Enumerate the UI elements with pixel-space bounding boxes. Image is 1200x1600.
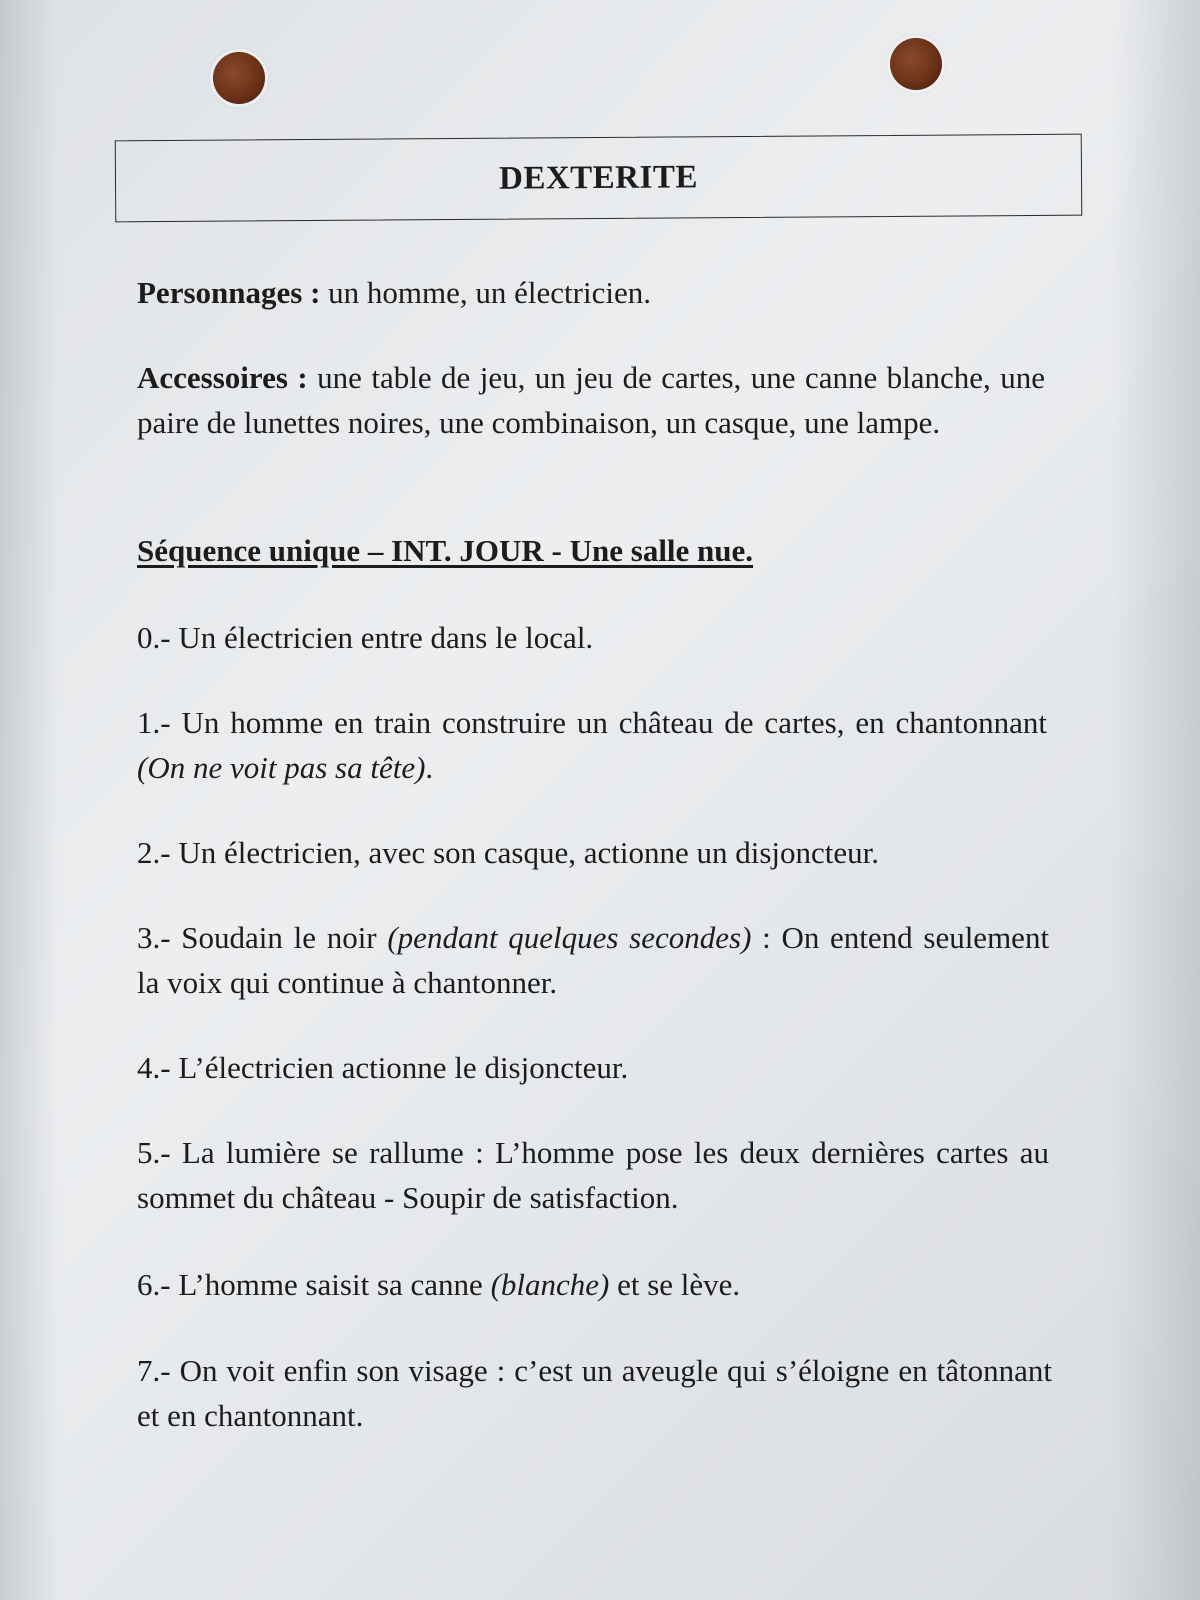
punch-hole-right — [890, 38, 942, 90]
title-box — [115, 134, 1083, 223]
step-0 — [137, 615, 1067, 660]
step-stage-direction: (On ne voit pas sa tête) — [137, 750, 426, 785]
page-title: DEXTERITE — [498, 158, 699, 197]
accessoires-text: une table de jeu, un jeu de cartes, une canne blanche, une paire de lunettes noires, une combinaison, un casque, une lampe. — [137, 360, 1046, 440]
step-text: Un électricien, avec son casque, actionne un disjoncteur. — [178, 835, 880, 870]
step-text-end: . — [425, 750, 434, 785]
accessoires-label: Accessoires : — [137, 360, 308, 395]
step-text-end: : On entend seulement la voix qui continue à chantonner. — [137, 920, 1050, 1000]
step-number: 3.- — [137, 920, 171, 955]
step-number: 1.- — [137, 705, 171, 740]
step-stage-direction: (blanche) — [490, 1267, 610, 1302]
sequence-heading-block — [137, 528, 1067, 573]
step-number: 4.- — [137, 1050, 171, 1085]
personnages-label: Personnages : — [137, 275, 321, 310]
personnages-text: un homme, un électricien. — [328, 275, 651, 310]
step-stage-direction: (pendant quelques secondes) — [387, 920, 752, 955]
step-number: 7.- — [137, 1353, 171, 1388]
step-1 — [137, 700, 1047, 790]
step-text: L’électricien actionne le disjoncteur. — [178, 1050, 629, 1085]
step-text: Un homme en train construire un château de cartes, en chantonnant — [181, 705, 1048, 740]
step-4 — [137, 1045, 1067, 1090]
step-text: Soudain le noir — [181, 920, 377, 955]
step-5 — [137, 1130, 1049, 1220]
step-text: Un électricien entre dans le local. — [178, 620, 594, 655]
step-number: 6.- — [137, 1267, 171, 1302]
step-6 — [137, 1262, 1067, 1307]
step-text: L’homme saisit sa canne — [178, 1267, 483, 1302]
step-number: 5.- — [137, 1135, 171, 1170]
step-text: On voit enfin son visage : c’est un aveugle qui s’éloigne en tâtonnant et en chantonnant. — [137, 1353, 1052, 1433]
step-text-end: et se lève. — [617, 1267, 741, 1302]
paper-shadow-right — [1110, 0, 1200, 1600]
punch-hole-left — [213, 52, 265, 104]
sequence-heading: Séquence unique – INT. JOUR - Une salle nue. — [137, 533, 754, 568]
step-7 — [137, 1348, 1052, 1438]
personnages-line — [137, 270, 1067, 315]
paper-shadow-left — [0, 0, 60, 1600]
step-3 — [137, 915, 1049, 1005]
step-number: 0.- — [137, 620, 171, 655]
step-2 — [137, 830, 1067, 875]
step-text: La lumière se rallume : L’homme pose les deux dernières cartes au sommet du château - Soupir de satisfaction. — [137, 1135, 1050, 1215]
accessoires-paragraph — [137, 355, 1045, 445]
step-number: 2.- — [137, 835, 171, 870]
